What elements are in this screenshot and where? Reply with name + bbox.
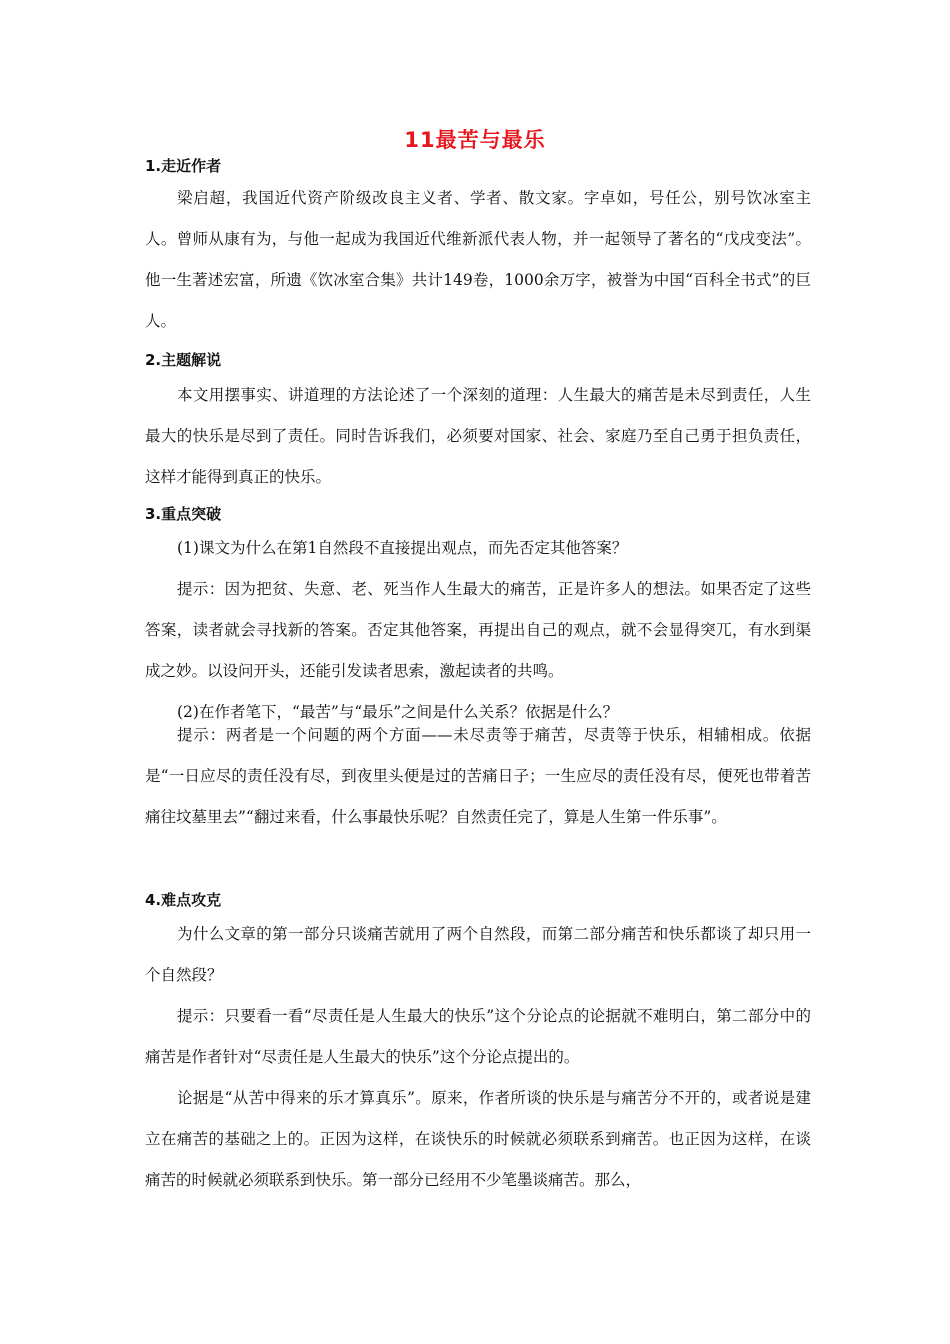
question-2: (2)在作者笔下，“最苦”与“最乐”之间是什么关系？依据是什么？ <box>177 703 619 721</box>
paragraph-theme: 本文用摆事实、讲道理的方法论述了一个深刻的道理：人生最大的痛苦是未尽到责任，人生最大的快乐是尽到了责任。同时告诉我们，必须要对国家、社会、家庭乃至自己勇于担负责任，这样才能得到真正的快乐。 <box>145 386 811 486</box>
paragraph-argument: 论据是“从苦中得来的乐才算真乐”。原来，作者所谈的快乐是与痛苦分不开的，或者说是建立在痛苦的基础之上的。正因为这样，在谈快乐的时候就必须联系到痛苦。也正因为这样，在谈痛苦的时候就必须联系到快乐。第一部分已经用不少笔墨谈痛苦。那么， <box>145 1089 811 1189</box>
paragraph-author: 梁启超，我国近代资产阶级改良主义者、学者、散文家。字卓如，号任公，别号饮冰室主人。曾师从康有为，与他一起成为我国近代维新派代表人物，并一起领导了著名的“戊戌变法”。他一生著述宏富，所遗《饮冰室合集》共计149卷，1000余万字，被誉为中国“百科全书式”的巨人。 <box>145 189 811 330</box>
question-1: (1)课文为什么在第1自然段不直接提出观点，而先否定其他答案？ <box>177 539 628 557</box>
answer-1: 提示：因为把贫、失意、老、死当作人生最大的痛苦，正是许多人的想法。如果否定了这些答案，读者就会寻找新的答案。否定其他答案，再提出自己的观点，就不会显得突兀，有水到渠成之妙。以设问开头，还能引发读者思索，激起读者的共鸣。 <box>145 580 811 680</box>
answer-3: 提示：只要看一看“尽责任是人生最大的快乐”这个分论点的论据就不难明白，第二部分中的痛苦是作者针对“尽责任是人生最大的快乐”这个分论点提出的。 <box>145 1007 811 1066</box>
section-heading-key-points: 3.重点突破 <box>145 505 222 523</box>
question-3: 为什么文章的第一部分只谈痛苦就用了两个自然段，而第二部分痛苦和快乐都谈了却只用一个自然段？ <box>145 925 811 984</box>
page-title: 11最苦与最乐 <box>404 128 546 152</box>
answer-2: 提示：两者是一个问题的两个方面——未尽责等于痛苦，尽责等于快乐，相辅相成。依据是“一日应尽的责任没有尽，到夜里头便是过的苦痛日子；一生应尽的责任没有尽，便死也带着苦痛往坟墓里去”“翻过来看，什么事最快乐呢？自然责任完了，算是人生第一件乐事”。 <box>145 726 811 826</box>
section-heading-theme: 2.主题解说 <box>145 351 222 369</box>
section-heading-difficulties: 4.难点攻克 <box>145 891 222 909</box>
section-heading-author: 1.走近作者 <box>145 157 222 175</box>
